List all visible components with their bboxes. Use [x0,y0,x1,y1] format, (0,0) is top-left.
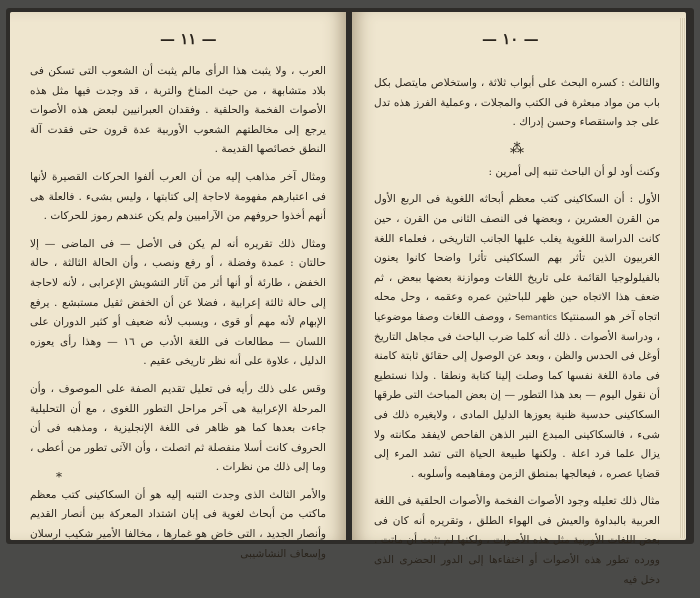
paragraph: ومثال آخر مذاهب إليه من أن العرب ألفوا الحركات القصيرة لأنها فى اعتبارهم مفهومة لاحاجة إلى كتابتها ، وليس بشىء . فالعلة هى أنهم أخذوا حروفهم من الآراميين ولم يكن عندهم رموز للحركات . [30,170,326,223]
right-page-body [374,74,660,598]
paragraph-text: الأول : أن السكاكينى كتب معظم أبحاثه اللغوية فى الربع الأول من القرن العشرين ، وبعضها فى النصف الثانى من القرن ، حين كانت الدراسة اللغوية يغلب عليها الجانب التاريخى ، فعلماء اللغة الغربيون الذين تأثر بهم السكاكينى تأثرا واضحا كانوا يعنون بالفيلولوجيا القائمة على تاريخ اللغات وموازنة بعضها ببعض ، ثم ضعف هذا الاتجاه حين ظهر للباحثين عمره وعقمه ، وحل محله اتجاه آخر هو السمنتيكا [374,193,660,323]
paragraph-semantics [374,190,660,484]
section-divider-stars: ⁂ [510,140,524,157]
page-edge [680,18,686,538]
paragraph: ومثال ذلك تقريره أنه لم يكن فى الأصل — فى الماضى — إلا حالتان : عمدة وفضلة ، أو رفع ونصب ، وأن الحالة الثالثة ، حالة الخفض ، طارئة أو أنها أثر من آثار التشويش الإعرابى ، لأنه لاحاجة إلى حالة ثالثة إعرابية ، فضلا عن أن الخفض ثقيل مستبشع . يرفع الإبهام لأنه مهم أو قوى ، ويسبب لأنه ضعيف أو كثير الدوران على اللسان — مطالعات فى اللغة الأدب ص ١٦ — وهذا رأى يعوزه الدليل ، علاوة على أنه نظر تاريخى عقيم . [30,237,327,368]
footnote-mark: * [56,470,62,484]
right-page [352,12,686,586]
book-spread [6,8,694,586]
paragraph-text: وصفا موضوعيا ، ودراسة الأصوات . ذلك أنه كلما ضرب الباحث فى مجاهل التاريخ أوغل فى الحدس والظن ، وبعد عن الوصول إلى حقائق ثابتة كامنة فى مادة اللغة نفسها كما وصلت إلينا كتابة ونطقا . ولذا نستطيع أن نقول اليوم — بعد هذا التطور — إن بعض المباحث التى طرقها السكاكينى حدسية ظنية يعوزها الدليل المادى ، ولايغيره ذلك فى شىء ، فالسكاكينى المبدع النير الذهن الفاحص لايفقد مكانته ولا يزال علما فرد اعلة . ولكنها طبيعة الحياة التى تشد المرء إلى قضايا عصره ، فيعالجها بمنطق الزمن ومفاهيمه وأسلوبه . [374,310,660,480]
paragraph: وقس على ذلك رأيه فى تعليل تقديم الصفة على الموصوف ، وأن المرحلة الإعرابية هى آخر مراحل التطور اللغوى ، مع أن التحليلية جاءت بعدها كما هو ظاهر فى اللغة الإنجليزية ، ومذهبه فى أن الحروف كانت أسلا منفصلة ثم اتصلت ، وأن الآتى تطور من أعطى ، وما إلى ذلك من نظرات . [30,382,326,474]
page-number-left: — ١١ — [160,30,217,48]
paragraph: العرب ، ولا يثبت هذا الرأى مالم يثبت أن الشعوب التى تسكن فى بلاد متشابهة ، من حيث المناخ والتربة ، قد وجدت فيها مثل هذه الأصوات الفخمة والحلقية . وفقدان العبرانيين لبعض هذه الأصوات يرجع إلى مخالطتهم الشعوب الأوربية عدة قرون حتى فقدت آلة النطق خصائصها القديمة . [30,65,326,156]
left-page-body [30,62,326,572]
page-number-right: — ١٠ — [482,30,539,48]
latin-term: Semantics [515,312,557,322]
paragraph: وكنت أود لو أن الباحث تنبه إلى أمرين : [488,165,660,178]
paragraph: مثال ذلك تعليله وجود الأصوات الفخمة والأصوات الحلقية فى اللغة العربية بالبداوة والعيش فى الهواء الطلق ، وتقريره أنه كان فى بعض اللغات الأوربية مثل هذه الأصوات ، ولكنها لم تثبت أن ماتت . وورده تطور هذه الأصوات أو اختفاءها إلى الدور الحضرى الذى دخل فيه [374,495,660,586]
left-page [10,12,346,560]
paragraph: والأمر الثالث الذى وجدت التنبه إليه هو أن السكاكينى كتب معظم ماكتب من أبحاث لغوية فى إبان اشتداد المعركة بين أنصار القديم وأنصار الجديد ، التى خاض هو غمارها ، مخالفا الأمير شكيب ارسلان وإسعاف النشاشيبى [30,488,326,560]
paragraph-text: ، ووصف اللغات [442,310,512,323]
paragraph: والثالث : كسره البحث على أبواب ثلاثة ، واستخلاص مايتصل بكل باب من مواد مبعثرة فى الكتب والمجلات ، وعملية الفرز هذه تدل على جد واستقصاء وحسن إدراك . [374,77,660,129]
